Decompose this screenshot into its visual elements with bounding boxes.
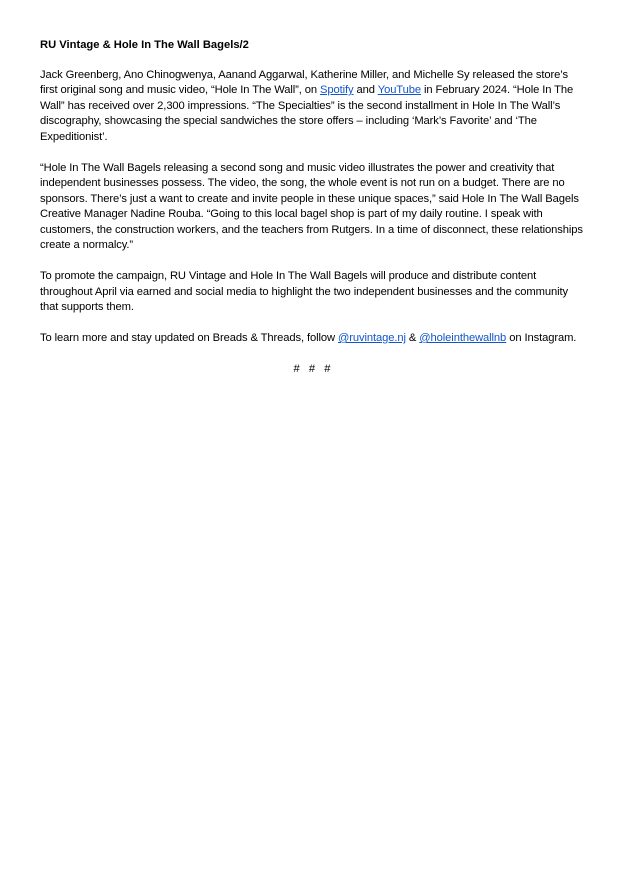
paragraph-text: and bbox=[353, 84, 378, 96]
ruvintage-instagram-link[interactable]: @ruvintage.nj bbox=[338, 332, 406, 344]
paragraph-follow bbox=[40, 331, 584, 347]
paragraph-text: on Instagram. bbox=[506, 332, 577, 344]
paragraph-campaign: To promote the campaign, RU Vintage and Hole In The Wall Bagels will produce and distribute content throughout April via earned and social media to highlight the two independent businesses and the community that supports them. bbox=[40, 270, 568, 313]
paragraph-text: & bbox=[405, 332, 420, 344]
paragraph-quote: “Hole In The Wall Bagels releasing a second song and music video illustrates the power and creativity that independent businesses possess. The video, the song, the whole event is not run on a budget. There are no sponsors. There’s just a want to create and invite people in these unique spaces,” said Hole In The Wall Bagels Creative Manager Nadine Rouba. “Going to this local bagel shop is part of my daily routine. I speak with customers, the construction workers, and the teachers from Rutgers. In a time of disconnect, these relationships create a normalcy.” bbox=[40, 161, 583, 251]
paragraph-text: Jack Greenberg, Ano Chinogwenya, Aanand Aggarwal, Katherine Miller, and Michelle Sy released the store’s first original song and music video, “Hole In The Wall”, on bbox=[40, 68, 568, 96]
paragraph-text: To learn more and stay updated on Breads & Threads, follow bbox=[40, 332, 338, 344]
spotify-link[interactable]: Spotify bbox=[320, 84, 354, 96]
youtube-link[interactable]: YouTube bbox=[377, 84, 421, 96]
end-of-release-mark: # # # bbox=[293, 363, 331, 375]
holeinthewall-instagram-link[interactable]: @holeinthewallnb bbox=[419, 332, 507, 344]
page-header: RU Vintage & Hole In The Wall Bagels/2 bbox=[40, 39, 249, 51]
paragraph-text: in February 2024. “Hole In The Wall” has received over 2,300 impressions. “The Specialties” is the second installment in Hole In The Wall’s discography, showcasing the special sandwiches the store offers – including ‘Mark’s Favorite’ and ‘The Expeditionist’. bbox=[40, 84, 574, 143]
paragraph-release-info bbox=[40, 68, 584, 146]
